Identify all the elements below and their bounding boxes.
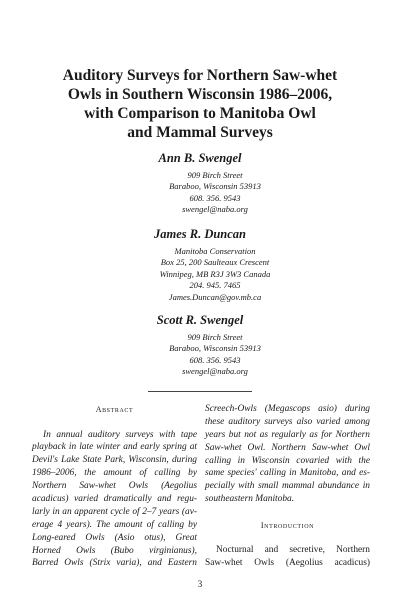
- author-block-1: [0, 150, 400, 216]
- address-line: Baraboo, Wisconsin 53913: [169, 343, 261, 354]
- abstract-line: playback in late winter and early spring at: [32, 442, 197, 453]
- author-email: swengel@naba.org: [182, 366, 248, 377]
- abstract-line: erage 4 years). The amount of calling by: [32, 519, 197, 530]
- abstract-line: Horned Owls (Bubo virginianus),: [32, 545, 197, 556]
- author-block-2: [0, 226, 400, 303]
- title-line: Owls in Southern Wisconsin 1986–2006,: [67, 86, 333, 103]
- author-address: [0, 170, 400, 216]
- page-number: 3: [197, 579, 203, 589]
- address-line: 608. 356. 9543: [189, 192, 241, 203]
- abstract-line: calling in Wisconsin covaried with the: [205, 455, 370, 466]
- address-line: 204. 945. 7465: [189, 280, 241, 291]
- abstract-line: Barred Owls (Strix varia), and Eastern: [32, 558, 197, 569]
- abstract-line: In annual auditory surveys with tape: [43, 429, 197, 440]
- section-spacer: [205, 506, 370, 519]
- heading-spacer: [205, 532, 370, 545]
- title-line: with Comparison to Manitoba Owl: [84, 105, 316, 122]
- abstract-line: larly in an apparent cycle of 2–7 years (av-: [32, 506, 197, 517]
- author-block-3: [0, 312, 400, 378]
- address-line: Baraboo, Wisconsin 53913: [169, 181, 261, 192]
- address-line: 909 Birch Street: [187, 332, 243, 342]
- abstract-line: same species' calling in Manitoba, and es-: [205, 468, 370, 479]
- title-line: Auditory Surveys for Northern Saw-whet: [62, 67, 338, 84]
- title-line: and Mammal Surveys: [127, 124, 273, 141]
- abstract-line: pecially with small mammal abundance in: [205, 481, 370, 492]
- introduction-heading: Introduction: [260, 520, 315, 530]
- author-name: James R. Duncan: [153, 227, 247, 241]
- address-line: Box 25, 200 Saulteaux Crescent: [160, 257, 270, 268]
- address-line: Manitoba Conservation: [174, 246, 256, 256]
- heading-spacer: [32, 416, 197, 429]
- address-line: 608. 356. 9543: [189, 354, 241, 365]
- author-name: Ann B. Swengel: [158, 151, 242, 165]
- intro-line: Saw-whet Owls (Aegolius acadicus): [205, 558, 370, 569]
- abstract-line: 1986–2006, the amount of calling by: [32, 468, 197, 479]
- author-email: swengel@naba.org: [182, 204, 248, 215]
- abstract-line: years but not as regularly as for Northern: [205, 429, 370, 440]
- address-line: Winnipeg, MB R3J 3W3 Canada: [159, 268, 271, 279]
- abstract-line: Long-eared Owls (Asio otus), Great: [32, 532, 197, 543]
- abstract-line: southeastern Manitoba.: [205, 494, 295, 505]
- abstract-line: acadicus) varied dramatically and regu-: [32, 493, 197, 504]
- author-address: [0, 332, 400, 378]
- intro-line: Nocturnal and secretive, Northern: [216, 545, 370, 556]
- abstract-line: Screech-Owls (Megascops asio) during: [205, 404, 370, 414]
- left-column: [32, 403, 197, 570]
- abstract-line: these auditory surveys also varied among: [205, 416, 370, 427]
- author-email: James.Duncan@gov.mb.ca: [168, 291, 262, 302]
- author-address: [0, 246, 400, 303]
- right-column: [205, 403, 370, 570]
- abstract-line: Northern Saw-whet Owls (Aegolius: [32, 481, 197, 492]
- abstract-line: Devil's Lake State Park, Wisconsin, during: [32, 455, 197, 466]
- abstract-line: Saw-whet Owl. Northern Saw-whet Owl: [205, 442, 370, 453]
- author-name: Scott R. Swengel: [156, 313, 244, 327]
- section-divider: [148, 391, 252, 392]
- article-title: [40, 66, 360, 142]
- address-line: 909 Birch Street: [187, 170, 243, 180]
- abstract-heading: Abstract: [95, 405, 134, 414]
